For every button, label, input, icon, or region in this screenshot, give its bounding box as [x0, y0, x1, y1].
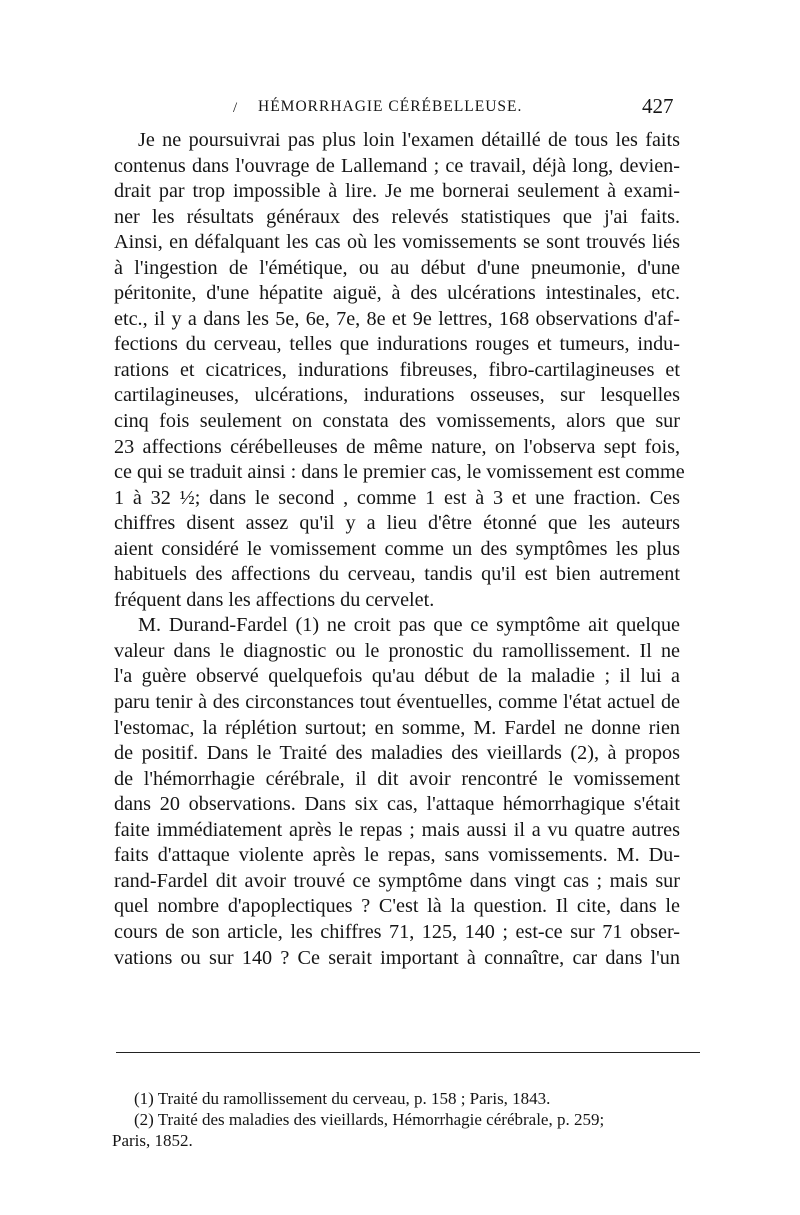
- body-line: faite immédiatement après le repas ; mais aussi il a vu quatre autres: [114, 818, 680, 841]
- body-line: l'estomac, la réplétion surtout; en somme, M. Fardel ne donne rien: [114, 716, 680, 739]
- running-head-mark: /: [233, 100, 238, 116]
- footnote-2: (2) Traité des maladies des vieillards, Hémorrhagie cérébrale, p. 259;: [134, 1110, 605, 1129]
- footnote-2-continuation: Paris, 1852.: [112, 1131, 193, 1150]
- body-line: aient considéré le vomissement comme un des symptômes les plus: [114, 537, 680, 560]
- body-line: dans 20 observations. Dans six cas, l'attaque hémorrhagique s'était: [114, 793, 680, 816]
- running-head: [0, 94, 800, 128]
- body-line: M. Durand-Fardel (1) ne croit pas que ce symptôme ait quelque: [138, 614, 680, 637]
- running-head-title: HÉMORRHAGIE CÉRÉBELLEUSE.: [258, 98, 523, 115]
- body-line: fréquent dans les affections du cervelet.: [114, 588, 435, 611]
- body-line: cinq fois seulement on constata des vomissements, alors que sur: [114, 410, 680, 433]
- body-line: cours de son article, les chiffres 71, 125, 140 ; est-ce sur 71 obser-: [114, 920, 680, 943]
- body-line: fections du cerveau, telles que indurations rouges et tumeurs, indu-: [114, 333, 680, 356]
- body-line: chiffres disent assez qu'il y a lieu d'être étonné que les auteurs: [114, 512, 680, 535]
- body-line: péritonite, d'une hépatite aiguë, à des ulcérations intestinales, etc.: [114, 282, 680, 305]
- body-line: cartilagineuses, ulcérations, indurations osseuses, sur lesquelles: [114, 384, 680, 407]
- body-line: Ainsi, en défalquant les cas où les vomissements se sont trouvés liés: [114, 231, 680, 254]
- body-line: ce qui se traduit ainsi : dans le premier cas, le vomissement est comme: [114, 461, 685, 484]
- body-line: rand-Fardel dit avoir trouvé ce symptôme dans vingt cas ; mais sur: [114, 869, 680, 892]
- body-text: [114, 128, 685, 971]
- body-line: 1 à 32 ½; dans le second , comme 1 est à 3 et une fraction. Ces: [114, 486, 680, 509]
- footnote-1: (1) Traité du ramollissement du cerveau, p. 158 ; Paris, 1843.: [134, 1089, 551, 1108]
- body-line: contenus dans l'ouvrage de Lallemand ; ce travail, déjà long, devien-: [114, 154, 680, 177]
- body-line: de l'hémorrhagie cérébrale, il dit avoir rencontré le vomissement: [114, 767, 680, 790]
- body-line: l'a guère observé quelquefois qu'au début de la maladie ; il lui a: [114, 665, 680, 688]
- body-line: drait par trop impossible à lire. Je me bornerai seulement à exami-: [114, 180, 680, 203]
- body-line: faits d'attaque violente après le repas, sans vomissements. M. Du-: [114, 844, 680, 867]
- body-line: valeur dans le diagnostic ou le pronostic du ramollissement. Il ne: [114, 639, 680, 662]
- body-line: rations et cicatrices, indurations fibreuses, fibro-cartilagineuses et: [114, 358, 680, 381]
- body-line: etc., il y a dans les 5e, 6e, 7e, 8e et 9e lettres, 168 observations d'af-: [114, 307, 680, 330]
- body-line: habituels des affections du cerveau, tandis qu'il est bien autrement: [114, 563, 680, 586]
- body-line: paru tenir à des circonstances tout éventuelles, comme l'état actuel de: [114, 691, 680, 714]
- body-line: à l'ingestion de l'émétique, ou au début d'une pneumonie, d'une: [114, 256, 680, 279]
- body-line: ner les résultats généraux des relevés statistiques que j'ai faits.: [114, 205, 680, 228]
- page-number: 427: [642, 94, 674, 118]
- footnotes: [112, 1088, 692, 1151]
- footnote-rule: [116, 1052, 700, 1053]
- body-line: de positif. Dans le Traité des maladies des vieillards (2), à propos: [114, 742, 680, 765]
- body-line: vations ou sur 140 ? Ce serait important à connaître, car dans l'un: [114, 946, 680, 969]
- body-line: Je ne poursuivrai pas plus loin l'examen détaillé de tous les faits: [138, 129, 680, 151]
- body-line: quel nombre d'apoplectiques ? C'est là la question. Il cite, dans le: [114, 895, 680, 918]
- body-line: 23 affections cérébelleuses de même nature, on l'observa sept fois,: [114, 435, 680, 458]
